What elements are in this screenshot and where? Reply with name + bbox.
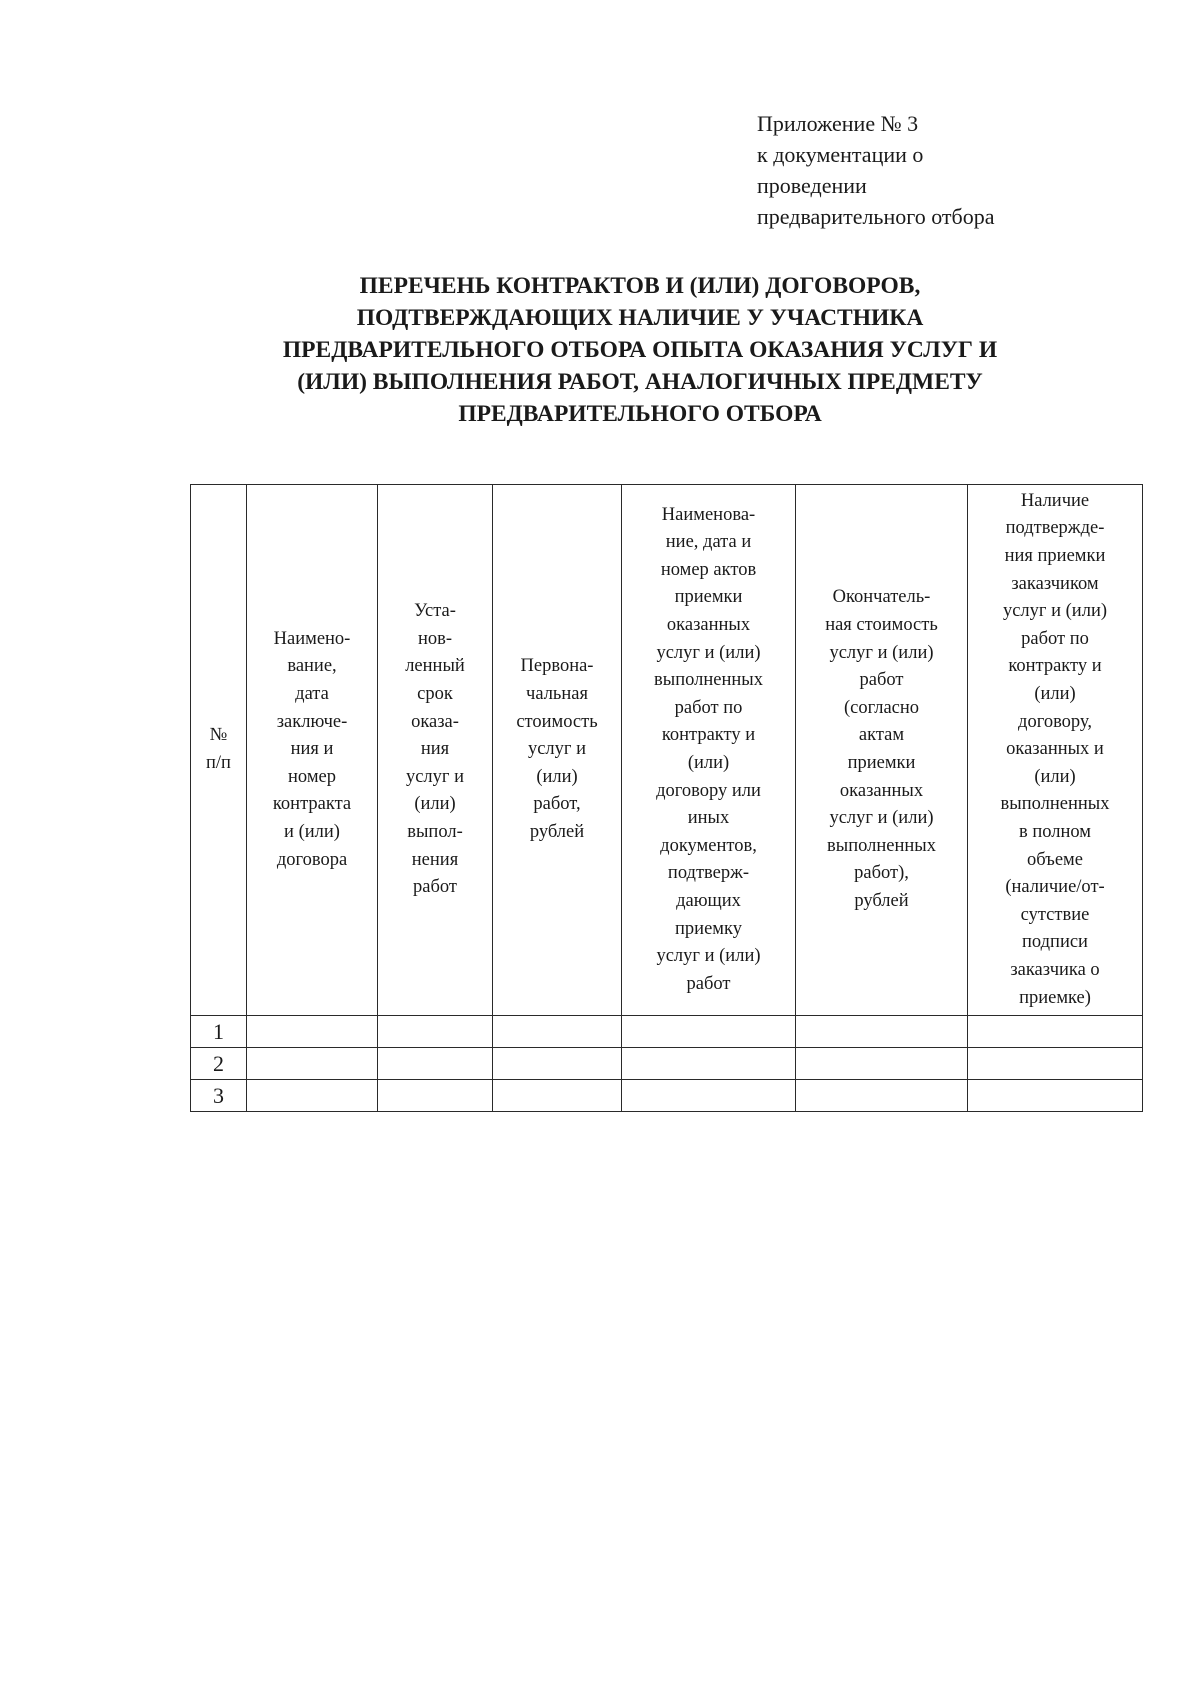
document-title-line: ПОДТВЕРЖДАЮЩИХ НАЛИЧИЕ У УЧАСТНИКА xyxy=(356,305,924,331)
document-title-line: (ИЛИ) ВЫПОЛНЕНИЯ РАБОТ, АНАЛОГИЧНЫХ ПРЕДМЕТУ xyxy=(297,369,983,395)
header-line: стоимость xyxy=(516,711,598,732)
cell-term[interactable] xyxy=(378,1080,493,1112)
header-line: вание, xyxy=(287,656,337,677)
cell-final-cost[interactable] xyxy=(796,1016,968,1048)
cell-acts[interactable] xyxy=(622,1048,796,1080)
header-line: ная стоимость xyxy=(825,615,938,636)
header-line: (согласно xyxy=(843,697,920,718)
cell-final-cost[interactable] xyxy=(796,1080,968,1112)
appendix-note-line: к документации о xyxy=(757,142,924,167)
header-line: подтверж- xyxy=(667,863,750,884)
header-line: рублей xyxy=(529,821,585,842)
header-line: договору, xyxy=(1018,711,1092,732)
header-line: выполненных xyxy=(1000,794,1110,815)
cell-term[interactable] xyxy=(378,1016,493,1048)
header-line: № xyxy=(209,725,228,746)
header-line: работ xyxy=(686,973,731,994)
header-line: приемке) xyxy=(1019,987,1091,1008)
table-row xyxy=(191,1048,1143,1080)
header-line: услуг и (или) xyxy=(656,642,761,663)
header-line: ния приемки xyxy=(1004,546,1106,567)
header-line: услуг и (или) xyxy=(829,808,934,829)
header-line: работ по xyxy=(1021,628,1089,649)
row-number: 1 xyxy=(191,1016,247,1048)
header-line: дата xyxy=(295,684,329,705)
header-line: услуг и xyxy=(405,766,465,787)
appendix-note-line: предварительного отбора xyxy=(757,204,995,229)
cell-initial-cost[interactable] xyxy=(493,1016,622,1048)
header-line: подписи xyxy=(1022,932,1088,953)
header-line: оказа- xyxy=(411,711,459,732)
header-line: приемки xyxy=(674,587,743,608)
header-line: (или) xyxy=(414,794,456,815)
header-acceptance-acts xyxy=(622,485,796,1016)
header-line: ния xyxy=(420,739,450,760)
header-line: (наличие/от- xyxy=(1005,877,1105,898)
header-line: контракта xyxy=(272,794,352,815)
header-line: услуг и (или) xyxy=(1002,601,1108,622)
header-line: сутствие xyxy=(1020,904,1090,925)
header-line: дающих xyxy=(676,890,741,911)
header-line: иных xyxy=(687,808,730,829)
header-line: номер актов xyxy=(660,559,757,580)
header-line: в полном xyxy=(1018,821,1091,842)
cell-confirmation[interactable] xyxy=(968,1048,1143,1080)
table-row xyxy=(191,1016,1143,1048)
header-line: нения xyxy=(411,849,459,870)
header-line: работ xyxy=(859,670,904,691)
cell-term[interactable] xyxy=(378,1048,493,1080)
header-line: приемку xyxy=(675,918,742,939)
table-row xyxy=(191,1080,1143,1112)
header-line: оказанных xyxy=(839,780,924,801)
cell-initial-cost[interactable] xyxy=(493,1048,622,1080)
document-title-line: ПРЕДВАРИТЕЛЬНОГО ОТБОРА ОПЫТА ОКАЗАНИЯ УСЛУГ И xyxy=(282,337,998,363)
header-line: п/п xyxy=(206,753,231,773)
row-number: 3 xyxy=(191,1080,247,1112)
header-line: услуг и (или) xyxy=(829,642,934,663)
header-line: ленный xyxy=(405,656,465,677)
header-line: услуг и xyxy=(527,739,587,760)
cell-confirmation[interactable] xyxy=(968,1016,1143,1048)
header-line: работ по xyxy=(674,697,743,718)
header-line: оказанных xyxy=(666,615,751,636)
header-line: нов- xyxy=(417,628,453,649)
header-line: Первона- xyxy=(520,656,594,677)
header-line: номер xyxy=(288,766,336,787)
header-line: заказчика о xyxy=(1010,959,1100,980)
appendix-note-line: проведении xyxy=(757,173,867,198)
header-line: Уста- xyxy=(414,601,456,622)
header-line: услуг и (или) xyxy=(656,946,761,967)
header-line: подтвержде- xyxy=(1005,518,1105,539)
header-line: Окончатель- xyxy=(832,587,931,608)
header-line: работ xyxy=(413,877,457,898)
header-line: договору или xyxy=(656,780,761,801)
header-acceptance-confirmation xyxy=(968,485,1143,1016)
header-line: контракту и xyxy=(661,725,756,746)
cell-contract[interactable] xyxy=(247,1080,378,1112)
header-line: выпол- xyxy=(407,821,463,842)
header-line: (или) xyxy=(536,766,578,787)
header-line: документов, xyxy=(660,835,757,856)
header-line: актам xyxy=(858,725,905,746)
cell-contract[interactable] xyxy=(247,1016,378,1048)
header-row-number xyxy=(191,485,247,1016)
document-title-line: ПЕРЕЧЕНЬ КОНТРАКТОВ И (ИЛИ) ДОГОВОРОВ, xyxy=(359,273,921,299)
header-line: работ, xyxy=(533,794,581,815)
header-final-cost xyxy=(796,485,968,1016)
table-header-row xyxy=(191,485,1143,1016)
header-contract-name-date-number xyxy=(247,485,378,1016)
cell-final-cost[interactable] xyxy=(796,1048,968,1080)
header-line: рублей xyxy=(854,890,909,911)
header-line: работ), xyxy=(854,863,909,884)
header-line: Наличие xyxy=(1020,490,1090,511)
document-title xyxy=(190,270,1090,430)
header-line: оказанных и xyxy=(1006,739,1104,760)
cell-initial-cost[interactable] xyxy=(493,1080,622,1112)
header-line: выполненных xyxy=(654,670,763,691)
header-line: и (или) xyxy=(284,821,340,842)
header-line: (или) xyxy=(1034,684,1076,705)
header-line: заказчиком xyxy=(1011,573,1099,594)
document-title-line: ПРЕДВАРИТЕЛЬНОГО ОТБОРА xyxy=(458,401,822,427)
appendix-note-line: Приложение № 3 xyxy=(757,111,919,136)
header-line: Наименова- xyxy=(661,504,756,525)
header-line: приемки xyxy=(847,753,916,773)
header-line: выполненных xyxy=(827,835,936,856)
cell-confirmation[interactable] xyxy=(968,1080,1143,1112)
contracts-table xyxy=(190,484,1143,1112)
row-number: 2 xyxy=(191,1048,247,1080)
header-line: контракту и xyxy=(1008,656,1102,677)
header-established-term xyxy=(378,485,493,1016)
header-line: (или) xyxy=(1034,766,1076,787)
header-line: объеме xyxy=(1027,849,1083,870)
header-line: договора xyxy=(276,849,348,870)
cell-acts[interactable] xyxy=(622,1080,796,1112)
header-line: ние, дата и xyxy=(665,532,752,553)
cell-acts[interactable] xyxy=(622,1016,796,1048)
header-line: заключе- xyxy=(276,711,348,732)
header-line: Наимено- xyxy=(273,628,351,649)
header-line: чальная xyxy=(526,684,588,705)
header-line: (или) xyxy=(687,753,730,773)
header-initial-cost xyxy=(493,485,622,1016)
header-line: срок xyxy=(417,684,453,705)
appendix-note xyxy=(757,108,1097,232)
cell-contract[interactable] xyxy=(247,1048,378,1080)
header-line: ния и xyxy=(290,739,334,760)
